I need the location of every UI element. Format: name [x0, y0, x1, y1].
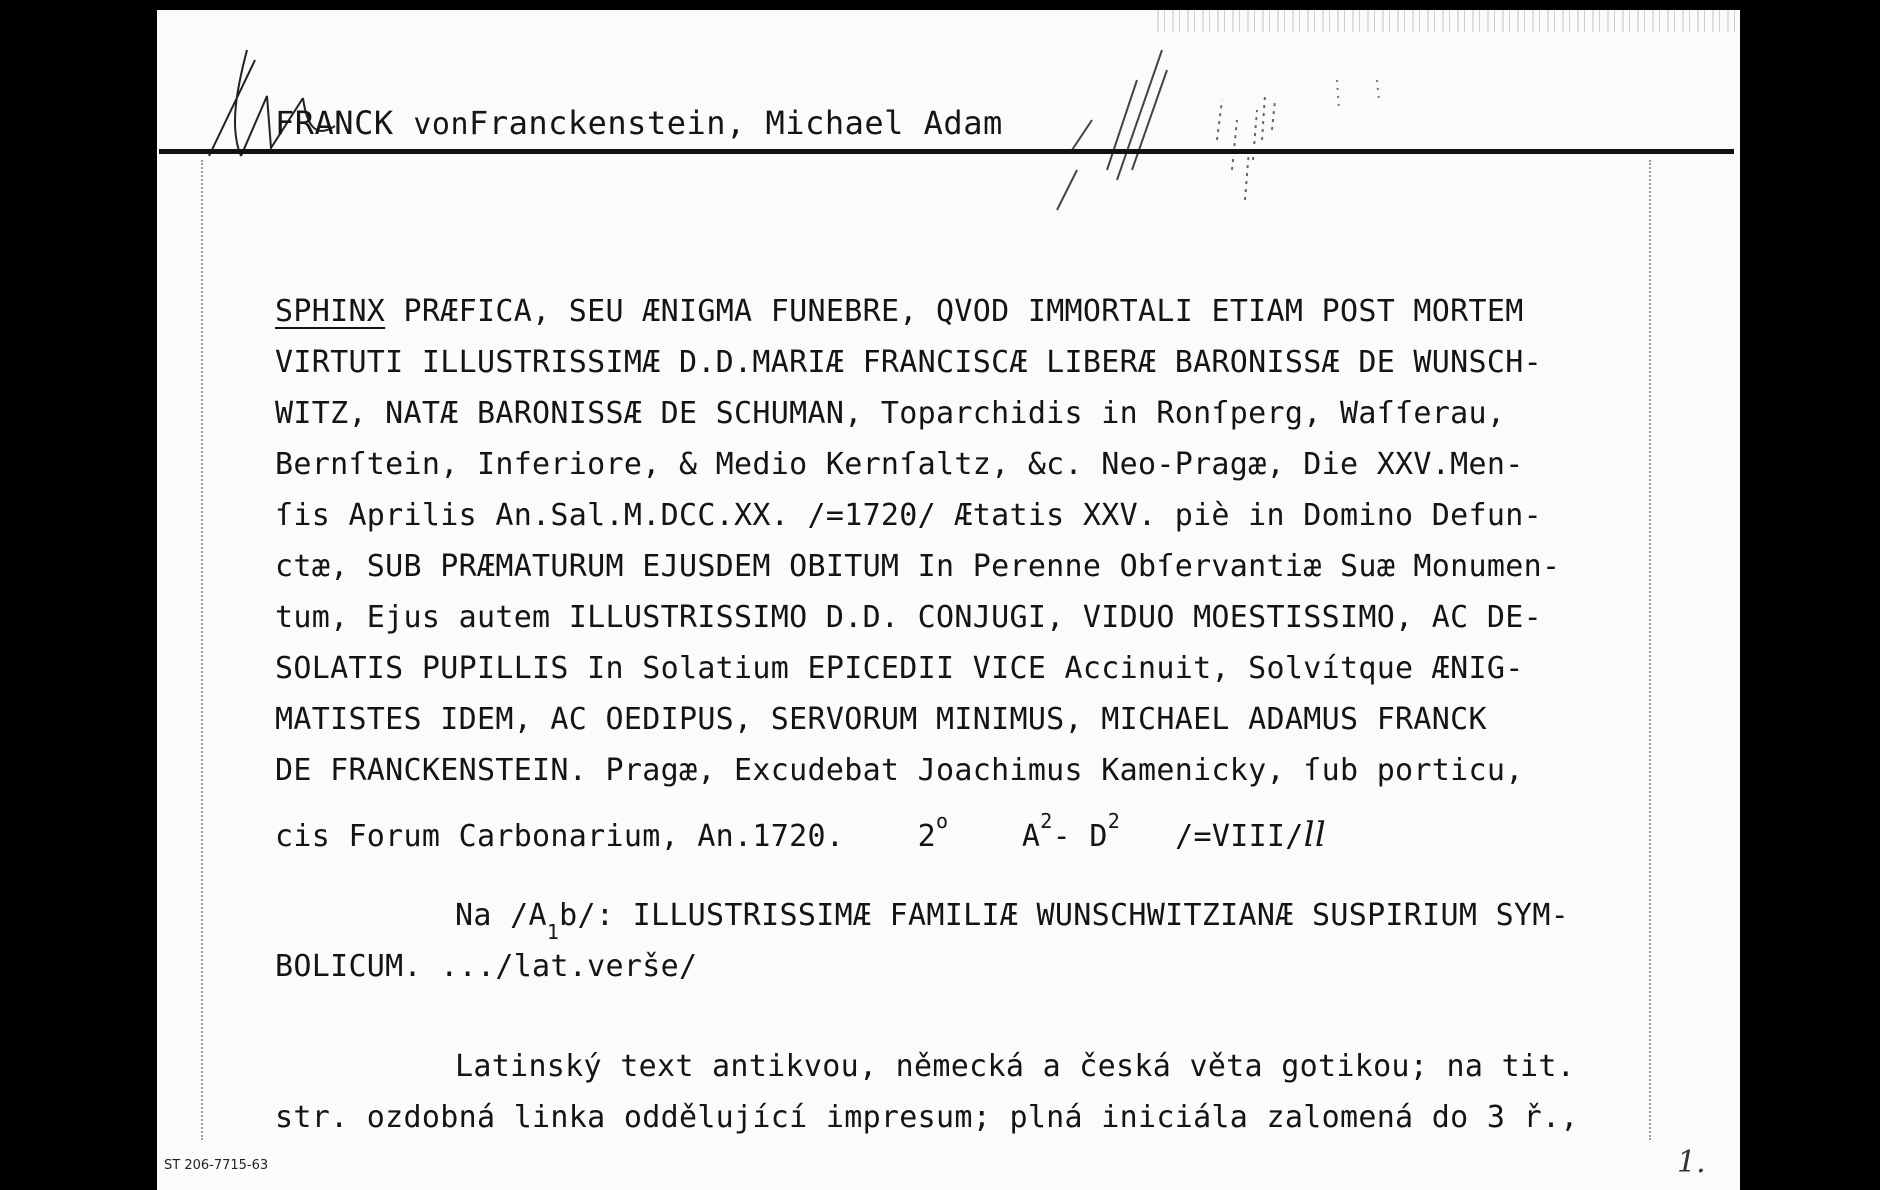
typographic-description — [275, 1041, 1675, 1143]
scan-noise — [1157, 10, 1740, 32]
heading-surname: FRANCK — [275, 104, 394, 142]
handwritten-mark — [207, 38, 337, 163]
record-first-word: SPHINX — [275, 294, 386, 329]
pencil-strokes — [1017, 40, 1597, 250]
record-line: ctæ, SUB PRÆMATURUM EJUSDEM OBITUM In Perenne Obſervantiæ Suæ Monumen- — [275, 549, 1561, 584]
record-line: MATISTES IDEM, AC OEDIPUS, SERVORUM MINIMUS, MICHAEL ADAMUS FRANCK — [275, 702, 1487, 737]
record-line: VIRTUTI ILLUSTRISSIMÆ D.D.MARIÆ FRANCISCÆ LIBERÆ BARONISSÆ DE WUNSCH- — [275, 345, 1542, 380]
record-line: SOLATIS PUPILLIS In Solatium EPICEDII VICE Accinuit, Solvítque ÆNIG- — [275, 651, 1524, 686]
page-number: 1. — [1677, 1145, 1706, 1180]
record-line: Bernſtein, Inferiore, & Medio Kernſaltz, &c. Neo-Pragæ, Die XXV.Men- — [275, 447, 1524, 482]
record-line: tum, Ejus autem ILLUSTRISSIMO D.D. CONJUGI, VIDUO MOESTISSIMO, AC DE- — [275, 600, 1542, 635]
heading-von: von — [413, 107, 470, 142]
signature-d: D — [1089, 819, 1108, 854]
description-line: str. ozdobná linka oddělující impresum; plná iniciála zalomená do 3 ř., — [275, 1100, 1579, 1135]
catalog-card — [157, 10, 1740, 1190]
card-heading — [275, 104, 1003, 142]
format-sup: o — [936, 809, 949, 833]
note-line: BOLICUM. .../lat.verše/ — [275, 949, 698, 984]
description-line: Latinský text antikvou, německá a česká věta gotikou; na tit. — [455, 1049, 1576, 1084]
heading-rule — [159, 149, 1734, 154]
record-line: SPHINX PRÆFICA, SEU ÆNIGMA FUNEBRE, QVOD IMMORTALI ETIAM POST MORTEM — [275, 294, 1524, 329]
record-line: DE FRANCKENSTEIN. Pragæ, Excudebat Joachimus Kamenicky, ſub porticu, — [275, 753, 1524, 788]
bibliographic-record — [275, 286, 1675, 855]
extent: /=VIII/ — [1175, 819, 1304, 854]
record-line: WITZ, NATÆ BARONISSÆ DE SCHUMAN, Toparchidis in Ronſperg, Waſſerau, — [275, 396, 1506, 431]
record-line: ſis Aprilis An.Sal.M.DCC.XX. /=1720/ Ætatis XXV. piè in Domino Defun- — [275, 498, 1542, 533]
note-line: Na $/A_1b/$: ILLUSTRISSIMÆ FAMILIÆ WUNSCHWITZIANÆ SUSPIRIUM SYM- — [455, 898, 1570, 944]
signature-a: A — [1021, 819, 1041, 854]
format: 2 — [917, 819, 937, 854]
heading-rest: Franckenstein, Michael Adam — [469, 104, 1003, 142]
form-code: ST 206-7715-63 — [164, 1158, 269, 1173]
extent-handwritten: ll — [1303, 815, 1327, 855]
verso-note — [275, 890, 1675, 992]
left-guide-line — [201, 160, 203, 1140]
record-imprint-line: cis Forum Carbonarium, An.1720. 2$^o$ $A^2-$ $D^2$ /=VIII/ll — [275, 809, 1327, 855]
